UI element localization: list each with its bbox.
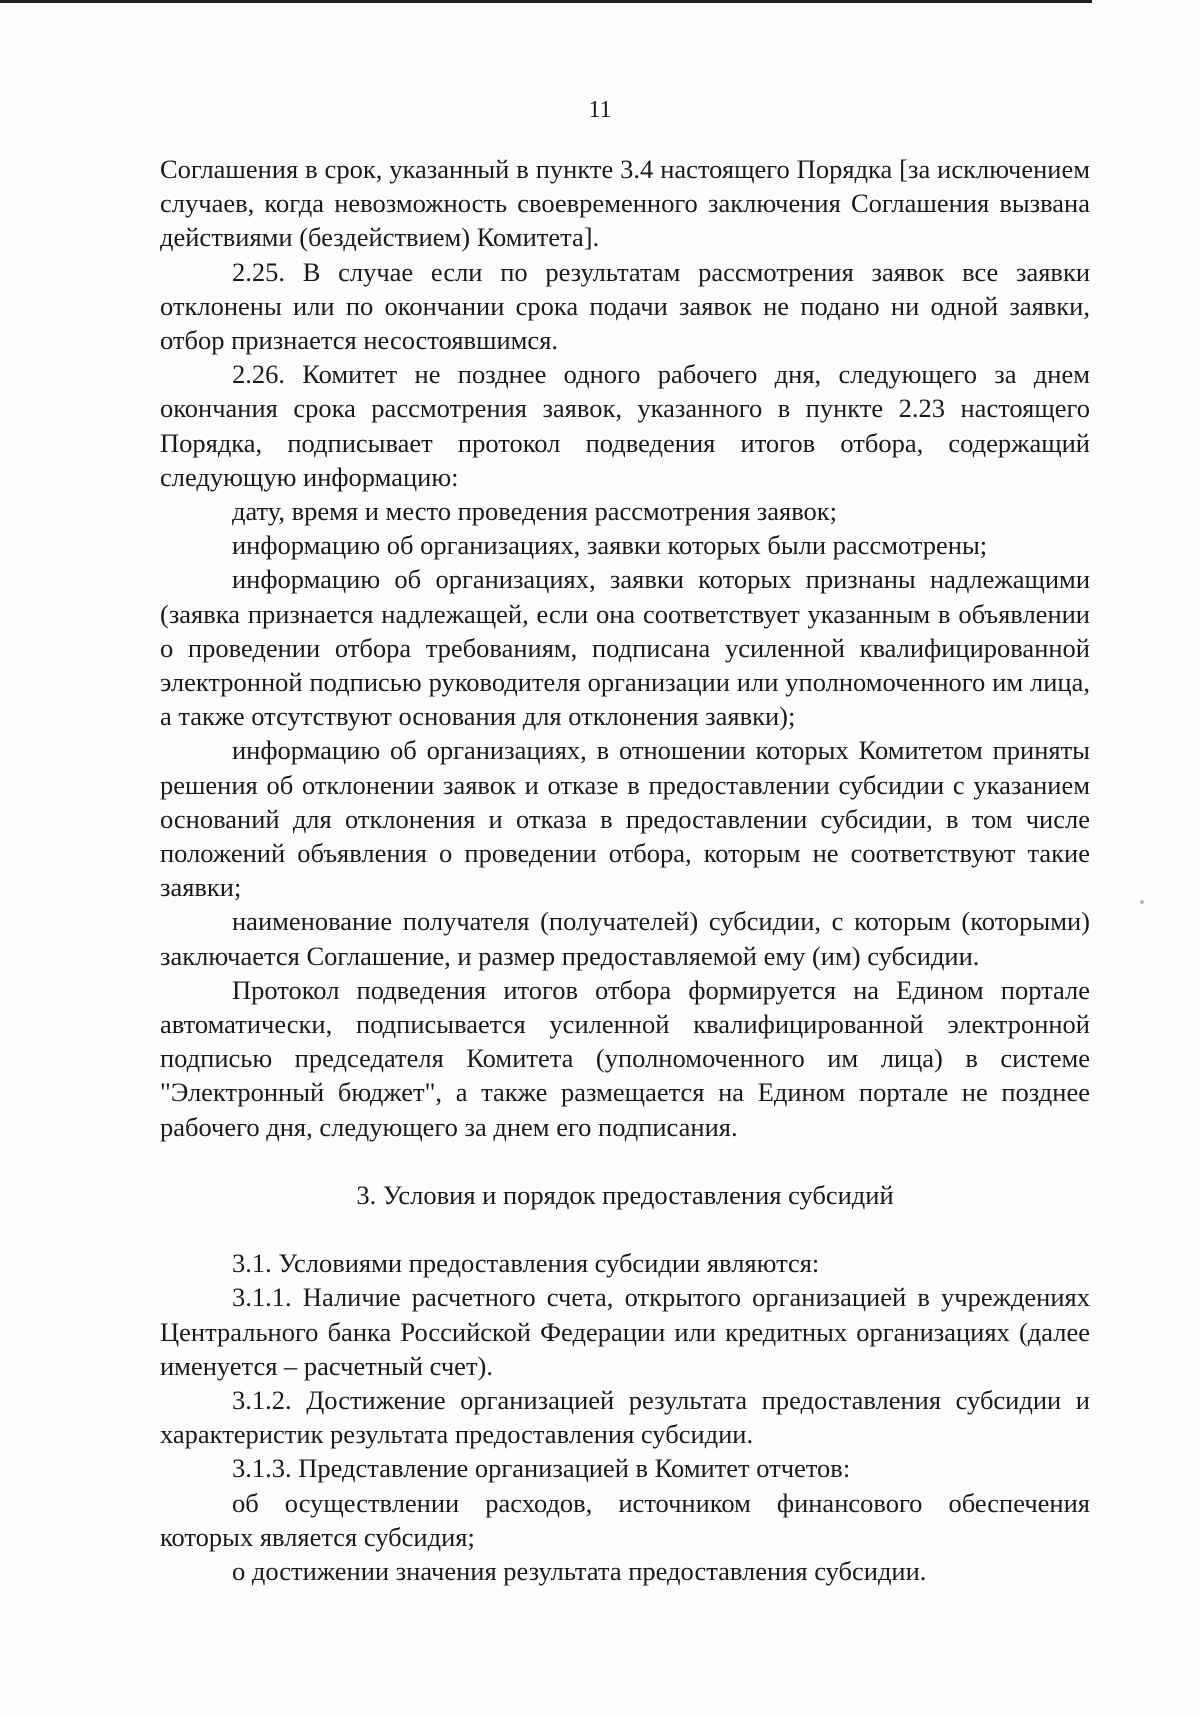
list-item-result-report: о достижении значения результата предоставления субсидии. bbox=[232, 1555, 927, 1586]
paragraph-3-1-2: 3.1.2. Достижение организацией результата предоставления субсидии и характеристик результата предоставления субсидии. bbox=[160, 1384, 1090, 1450]
list-item-rejected-applications: информацию об организациях, в отношении которых Комитетом приняты решения об отклонении заявок и отказе в предоставлении субсидии с указанием оснований для отклонения и отказа в предоставлении субсидии, в том числе положений объявления о проведении отбора, которым не соответствуют такие заявки; bbox=[160, 735, 1090, 903]
list-item-expenses-report: об осуществлении расходов, источником финансового обеспечения которых является субсидия; bbox=[160, 1487, 1090, 1552]
paragraph-2-26: 2.26. Комитет не позднее одного рабочего дня, следующего за днем окончания срока рассмотрения заявок, указанного в пункте 2.23 настоящего Порядка, подписывает протокол подведения итогов отбора, содержащий следующую информацию: bbox=[160, 359, 1090, 492]
paragraph-2-25: 2.25. В случае если по результатам рассмотрения заявок все заявки отклонены или по окончании срока подачи заявок не подано ни одной заявки, отбор признается несостоявшимся. bbox=[160, 256, 1090, 356]
scan-top-edge bbox=[0, 0, 1092, 3]
list-item-proper-applications: информацию об организациях, заявки которых признаны надлежащими (заявка признается надлежащей, если она соответствует указанным в объявлении о проведении отбора требованиям, подписана усиленной квалифицированной электронной подписью руководителя организации или уполномоченного им лица, а также отсутствуют основания для отклонения заявки); bbox=[160, 564, 1090, 732]
paragraph-3-1-3: 3.1.3. Представление организацией в Комитет отчетов: bbox=[232, 1453, 851, 1484]
paragraph-3-1: 3.1. Условиями предоставления субсидии являются: bbox=[232, 1248, 820, 1279]
paragraph-continuation: Соглашения в срок, указанный в пункте 3.4 настоящего Порядка [за исключением случаев, когда невозможность своевременного заключения Соглашения вызвана действиями (бездействием) Комитета]. bbox=[160, 154, 1090, 253]
paragraph-3-1-1: 3.1.1. Наличие расчетного счета, открытого организацией в учреждениях Центрального банка Российской Федерации или кредитных организациях (далее именуется – расчетный счет). bbox=[160, 1282, 1090, 1381]
document-body bbox=[160, 152, 1090, 1588]
section-title: 3. Условия и порядок предоставления субсидий bbox=[356, 1179, 894, 1210]
list-item-date-time-place: дату, время и место проведения рассмотрения заявок; bbox=[232, 496, 838, 527]
list-item-reviewed-orgs: информацию об организациях, заявки которых были рассмотрены; bbox=[232, 530, 988, 561]
page-number: 11 bbox=[588, 97, 612, 123]
list-item-recipient-name: наименование получателя (получателей) субсидии, с которым (которыми) заключается Соглашение, и размер предоставляемой ему (им) субсидии. bbox=[160, 906, 1090, 971]
paragraph-protocol: Протокол подведения итогов отбора формируется на Едином портале автоматически, подписывается усиленной квалифицированной электронной подписью председателя Комитета (уполномоченного им лица) в системе "Электронный бюджет", а также размещается на Едином портале не позднее рабочего дня, следующего за днем его подписания. bbox=[160, 974, 1090, 1142]
scan-speck bbox=[1140, 900, 1144, 904]
